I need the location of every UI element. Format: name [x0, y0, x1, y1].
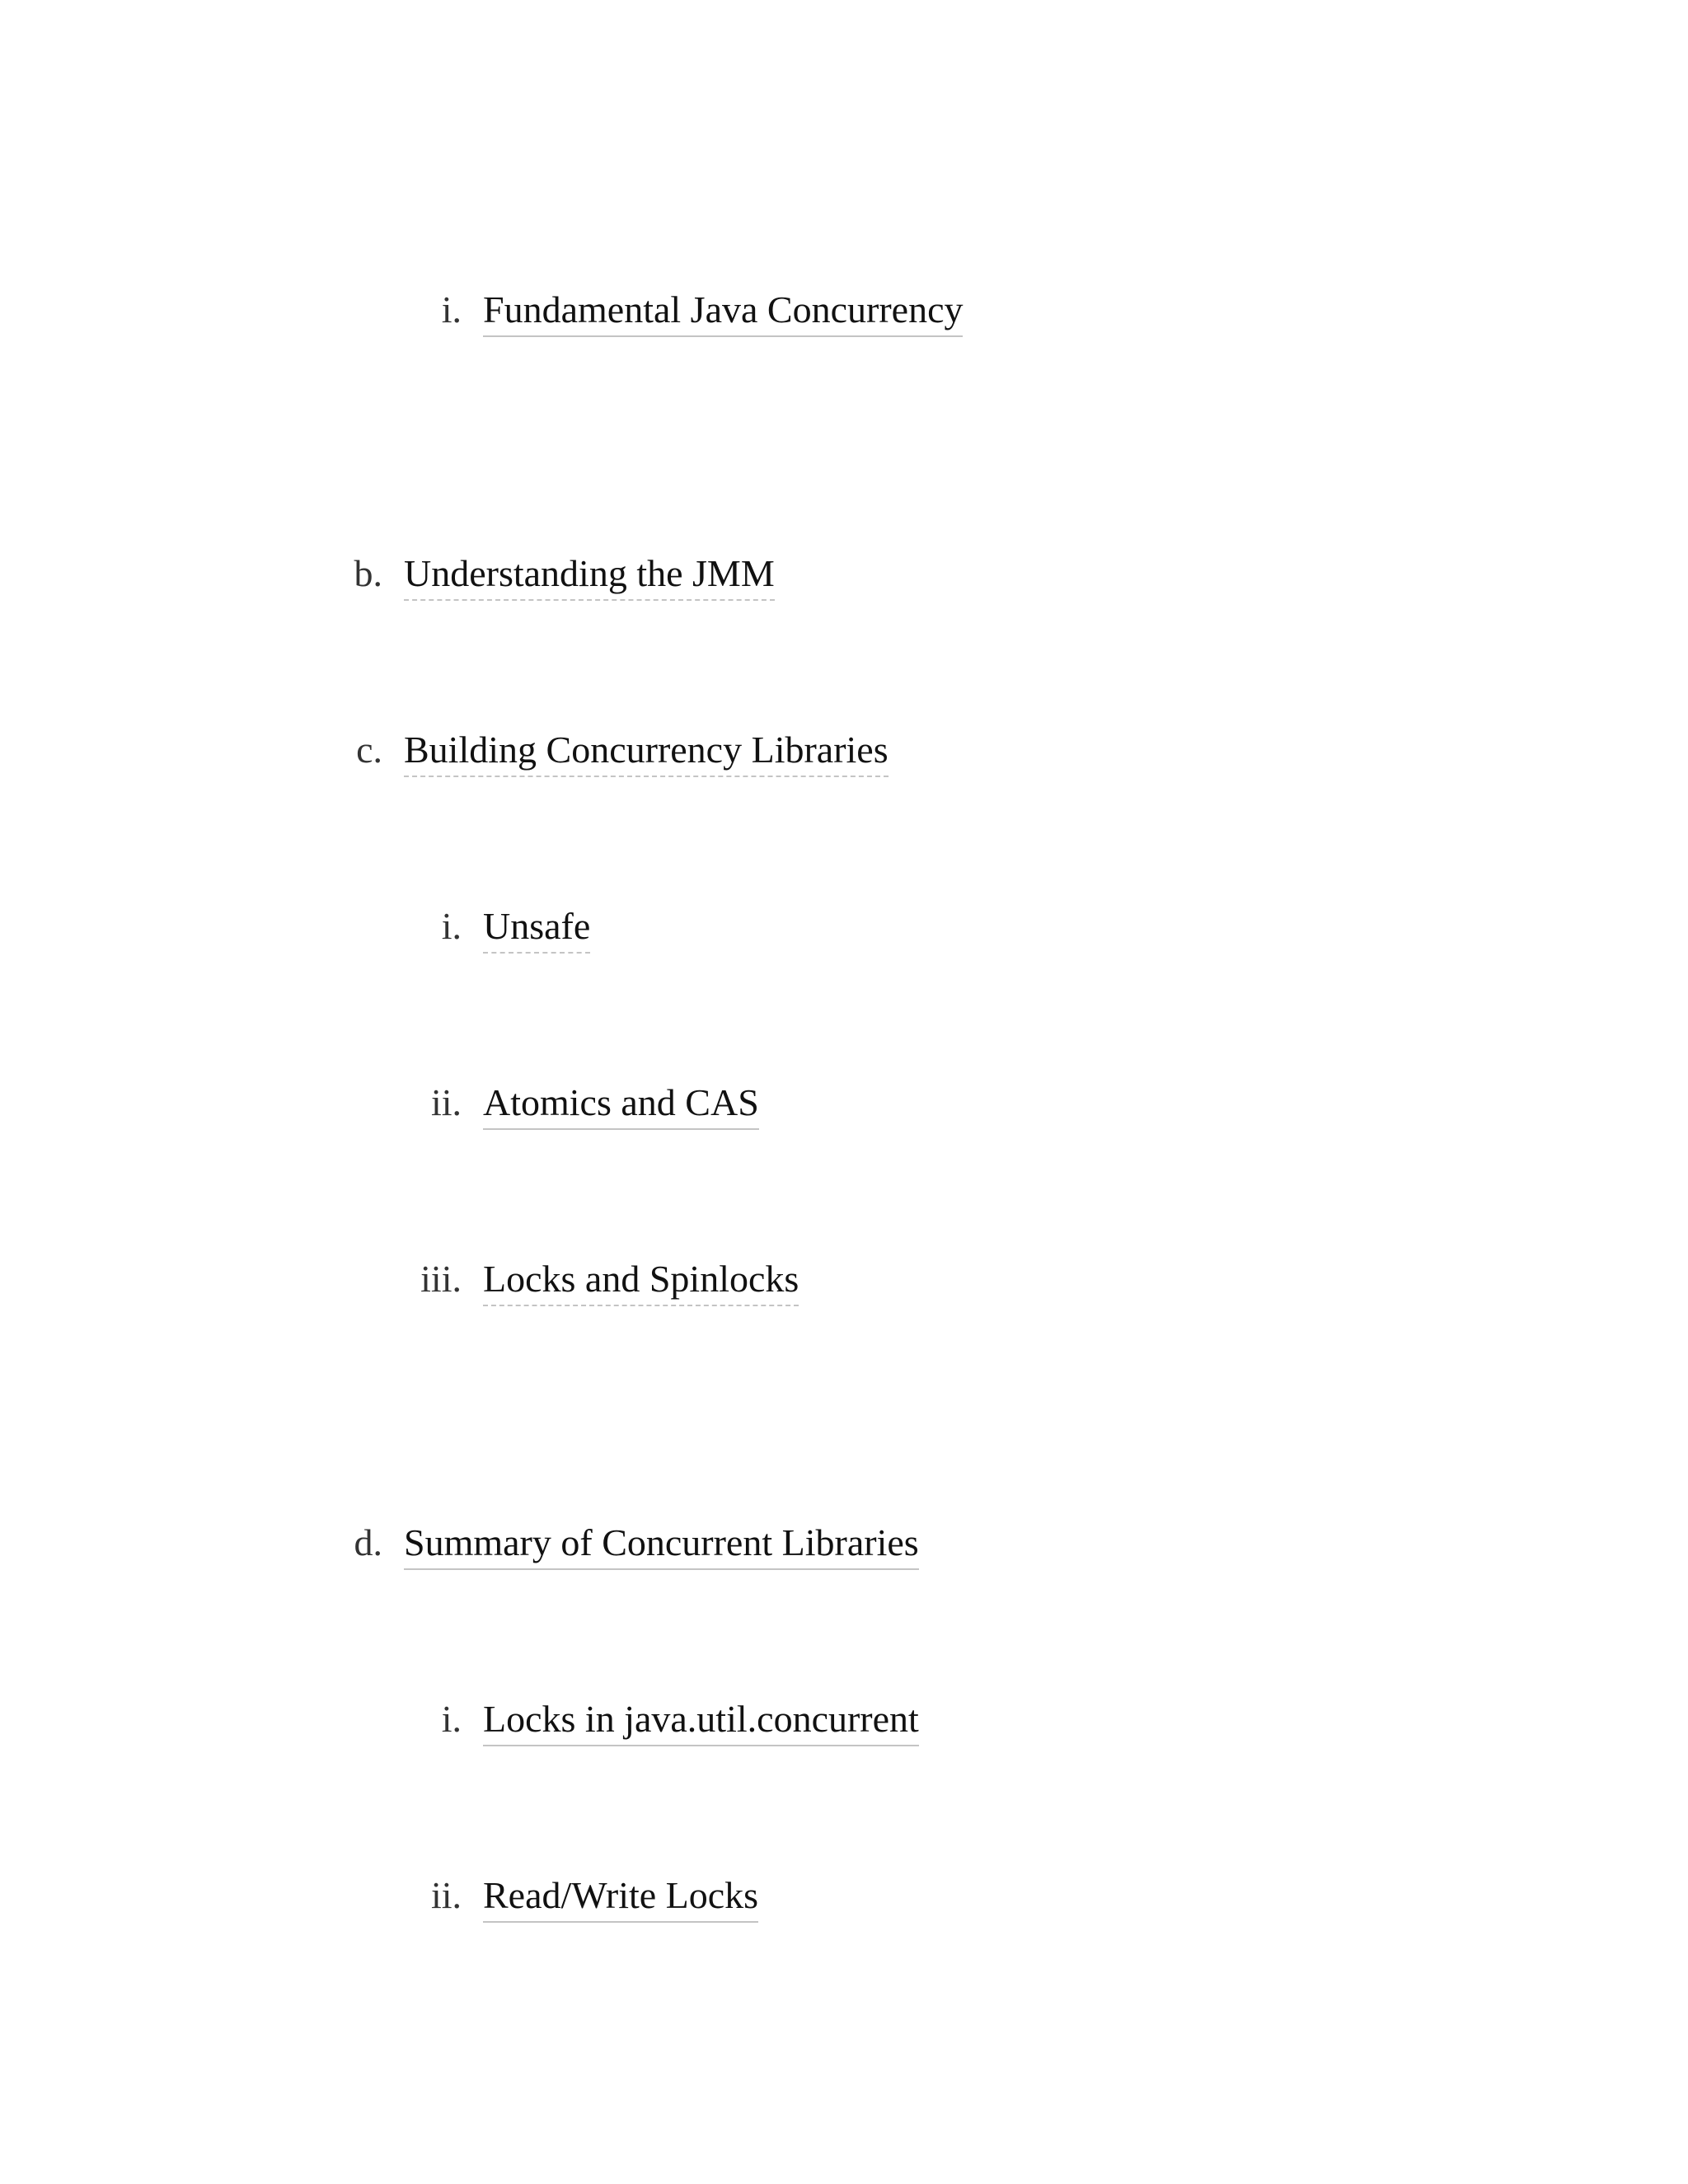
list-marker: i.: [441, 288, 462, 330]
list-marker: c.: [356, 729, 382, 771]
list-marker: i.: [441, 1698, 462, 1740]
toc-item-fundamental-java-concurrency: [0, 285, 1688, 351]
toc-item-atomics-and-cas: [0, 1078, 1688, 1144]
toc-link-atomics-and-cas[interactable]: Atomics and CAS: [483, 1078, 759, 1130]
list-marker: ii.: [430, 1874, 462, 1916]
toc-link-understanding-the-jmm[interactable]: Understanding the JMM: [404, 549, 775, 601]
toc-item-read-write-locks: [0, 1871, 1688, 1937]
toc-item-understanding-the-jmm: [0, 549, 1688, 615]
toc-link-fundamental-java-concurrency[interactable]: Fundamental Java Concurrency: [483, 285, 963, 337]
toc-link-read-write-locks[interactable]: Read/Write Locks: [483, 1871, 758, 1923]
toc-item-locks-and-spinlocks: [0, 1254, 1688, 1320]
toc-item-building-concurrency-libraries: [0, 725, 1688, 791]
toc-link-building-concurrency-libraries[interactable]: Building Concurrency Libraries: [404, 725, 889, 777]
toc-link-locks-and-spinlocks[interactable]: Locks and Spinlocks: [483, 1254, 799, 1306]
toc-item-summary-of-concurrent-libraries: [0, 1518, 1688, 1584]
toc-link-summary-of-concurrent-libraries[interactable]: Summary of Concurrent Libraries: [404, 1518, 919, 1570]
list-marker: b.: [354, 552, 382, 594]
list-marker: d.: [354, 1521, 382, 1563]
list-marker: i.: [441, 905, 462, 947]
toc-link-unsafe[interactable]: Unsafe: [483, 902, 590, 954]
toc-item-unsafe: [0, 902, 1688, 968]
toc-link-locks-in-java-util-concurrent[interactable]: Locks in java.util.concurrent: [483, 1694, 919, 1746]
toc-item-locks-in-java-util-concurrent: [0, 1694, 1688, 1760]
list-marker: ii.: [430, 1081, 462, 1123]
list-marker: iii.: [420, 1258, 462, 1300]
